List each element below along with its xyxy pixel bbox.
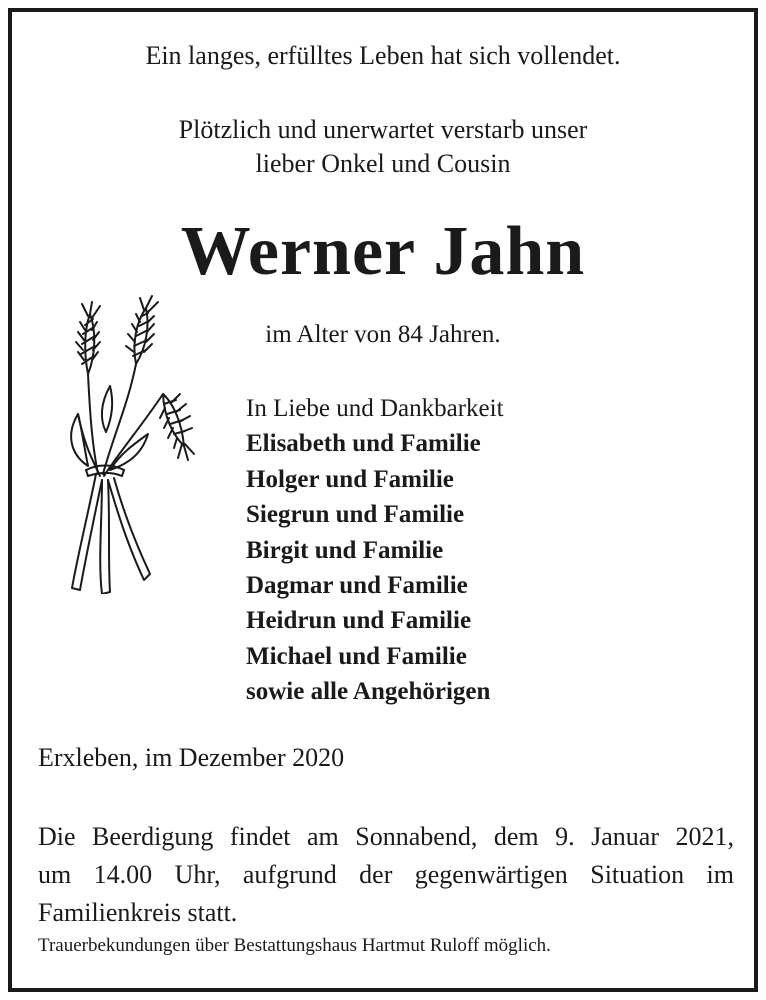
place-date: Erxleben, im Dezember 2020 xyxy=(38,743,345,772)
mourner-line: Heidrun und Familie xyxy=(246,607,472,635)
intro-line: Ein langes, erfülltes Leben hat sich vollendet. xyxy=(145,41,621,70)
mourner-line: Dagmar und Familie xyxy=(246,572,468,600)
age-line: im Alter von 84 Jahren. xyxy=(265,321,501,348)
mourner-line: Holger und Familie xyxy=(246,465,454,493)
mourners-block xyxy=(246,391,504,710)
funeral-line-2: um 14.00 Uhr, aufgrund der gegenwärtigen Situation im xyxy=(38,860,734,889)
condolence-note: Trauerbekundungen über Bestattungshaus Hartmut Ruloff möglich. xyxy=(38,935,551,956)
mourners-intro: In Liebe und Dankbarkeit xyxy=(246,395,504,422)
funeral-info xyxy=(38,818,734,932)
announcement-line-2: lieber Onkel und Cousin xyxy=(255,149,511,178)
deceased-name: Werner Jahn xyxy=(180,213,586,290)
funeral-line-3: Familienkreis statt. xyxy=(38,898,238,927)
obituary-notice xyxy=(8,8,758,992)
mourner-line: Birgit und Familie xyxy=(246,536,444,564)
mourner-line: Siegrun und Familie xyxy=(246,501,465,529)
funeral-line-1: Die Beerdigung findet am Sonnabend, dem 9. Januar 2021, xyxy=(38,822,734,851)
mourner-line: sowie alle Angehörigen xyxy=(246,678,491,706)
mourner-line: Michael und Familie xyxy=(246,642,467,670)
mourner-line: Elisabeth und Familie xyxy=(246,430,481,458)
announcement-line-1: Plötzlich und unerwartet verstarb unser xyxy=(178,115,588,144)
